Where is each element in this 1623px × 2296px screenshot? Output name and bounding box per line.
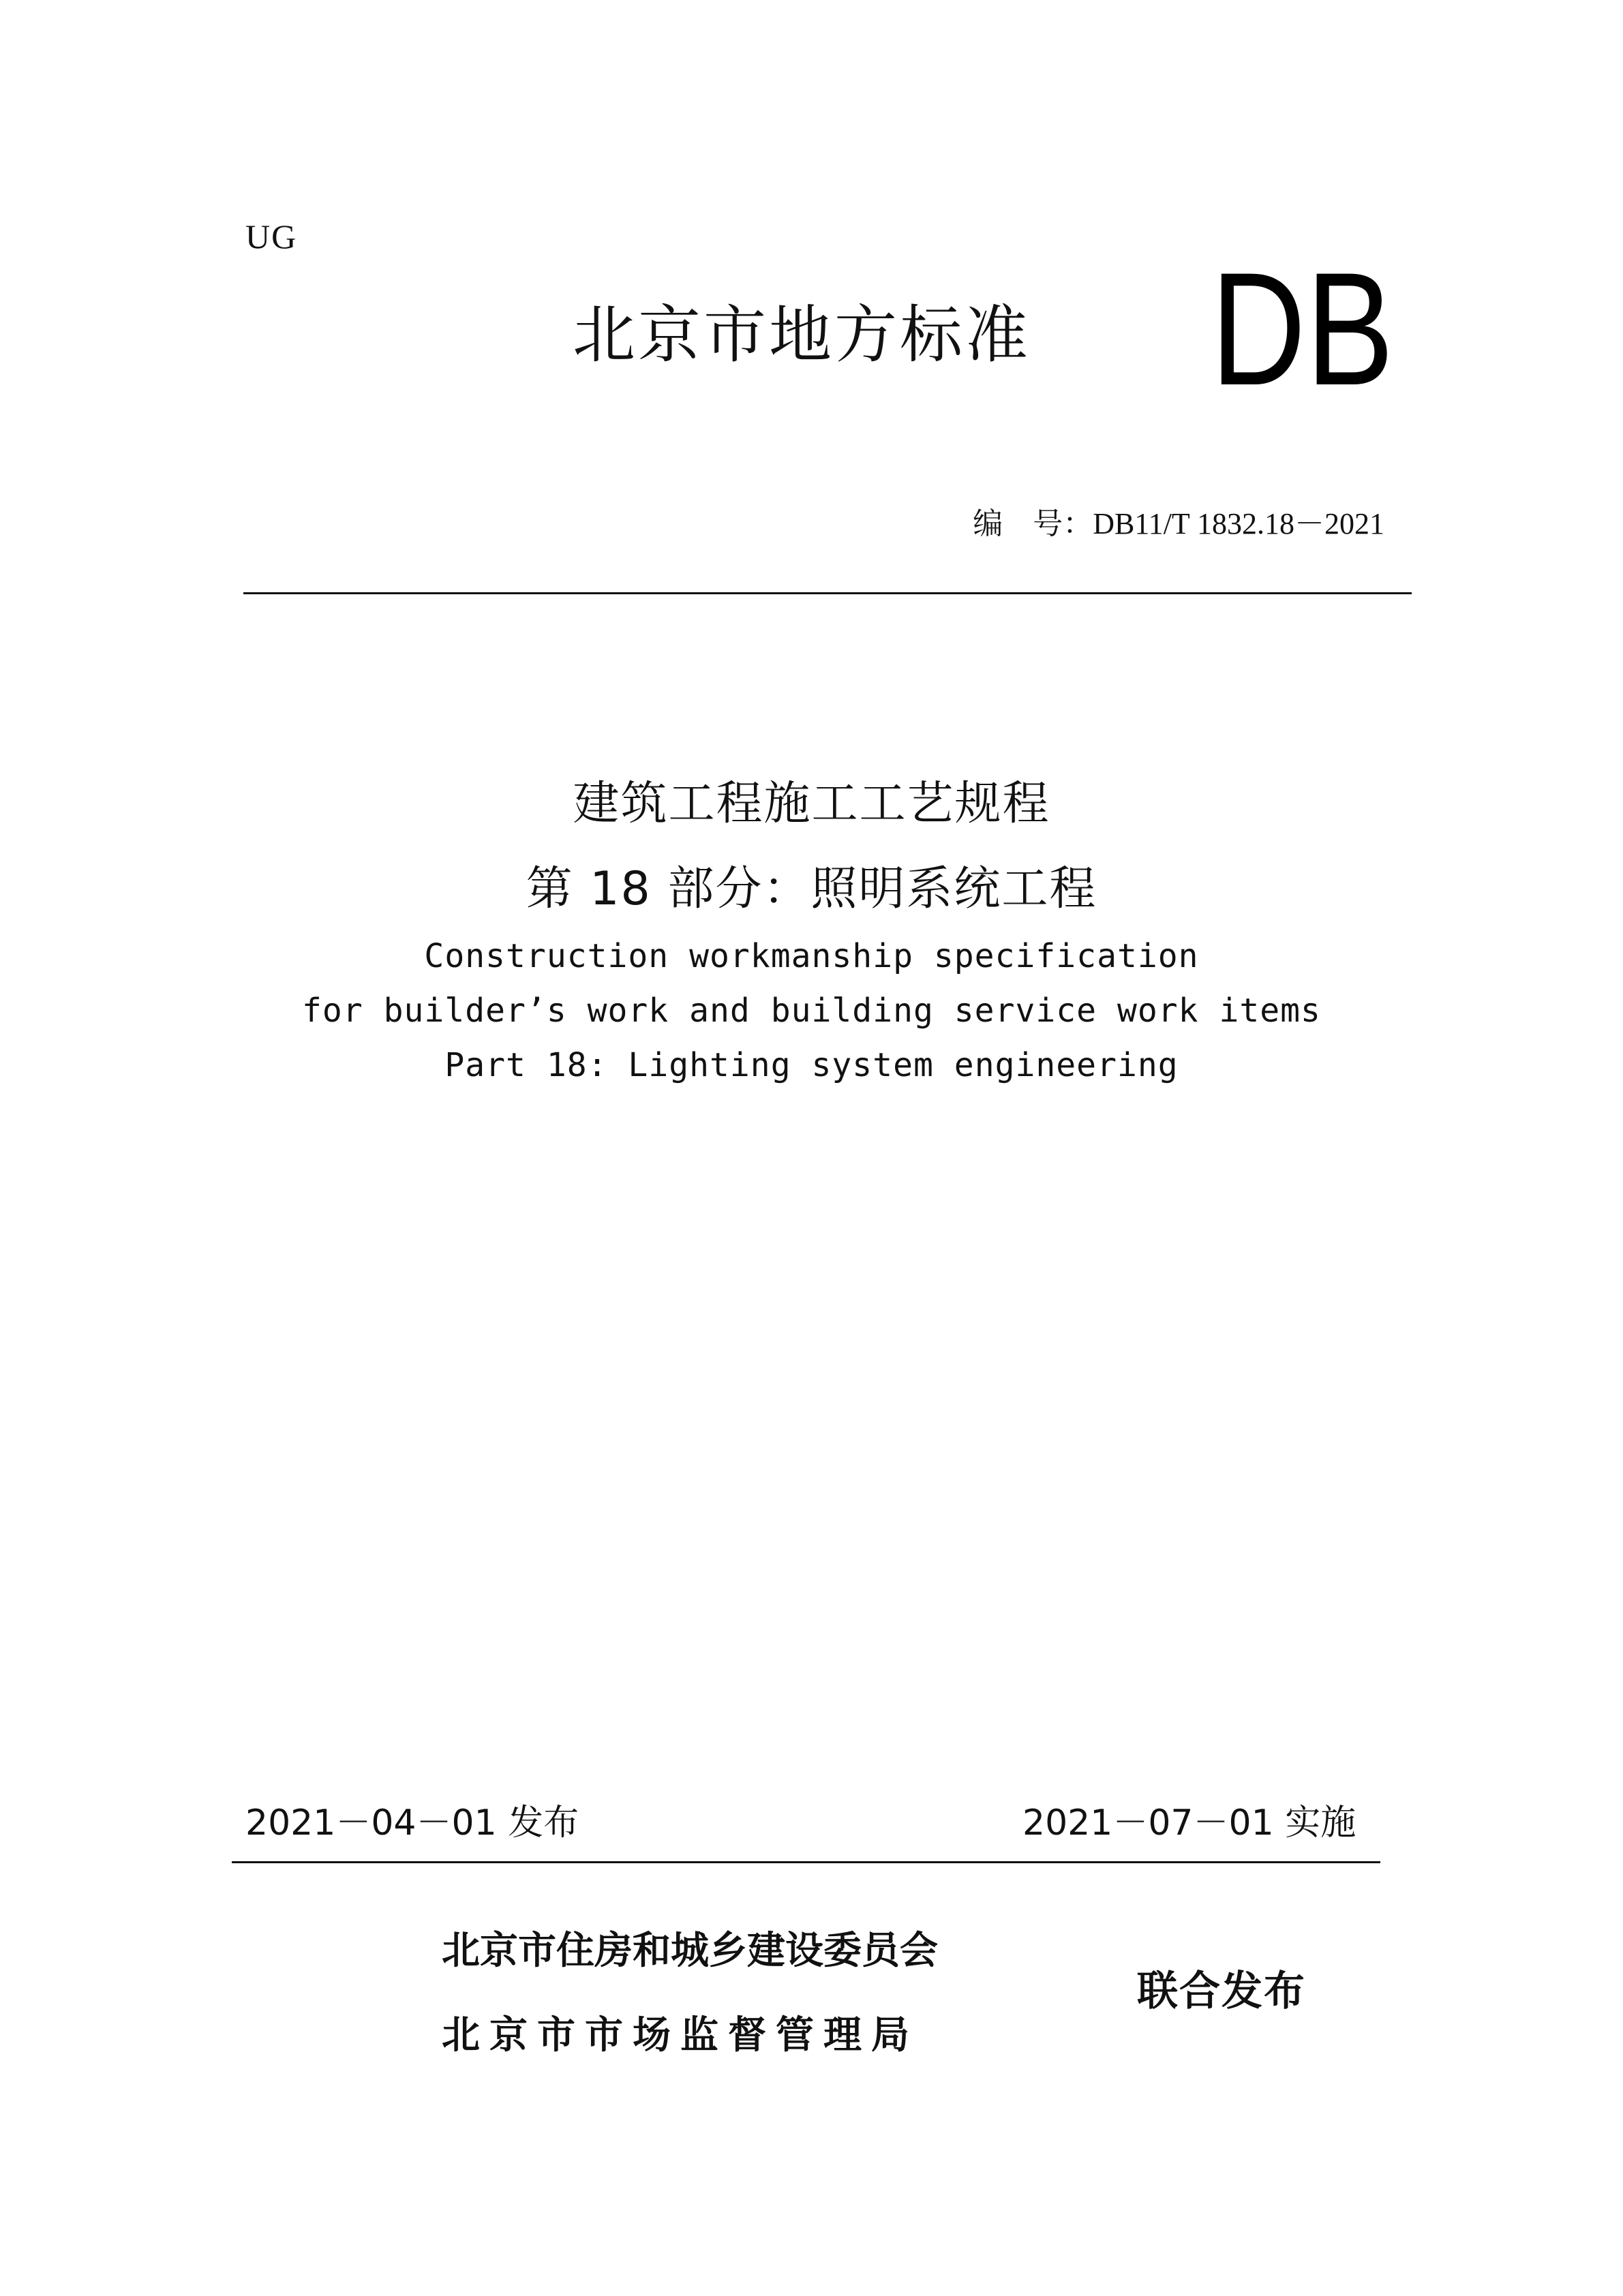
title-en-line3: Part 18: Lighting system engineering [444, 1046, 1179, 1084]
title-cn-line2: 第 18 部分：照明系统工程 [526, 862, 1097, 916]
issuer-market-supervision: 北京市市场监督管理局 [442, 2013, 919, 2057]
issuer-housing-commission: 北京市住房和城乡建设委员会 [442, 1929, 938, 1973]
ics-code: UG [245, 217, 298, 256]
issue-date: 2021－04－01 发布 [245, 1803, 579, 1843]
db-logo: DB [1211, 239, 1394, 419]
top-divider [243, 592, 1412, 594]
standard-type-heading: 北京市地方标准 [573, 299, 1031, 371]
title-en-line2: for builder’s work and building service work items [302, 992, 1321, 1030]
implementation-date: 2021－07－01 实施 [1022, 1803, 1356, 1843]
bottom-divider [232, 1861, 1380, 1863]
title-cn-line1: 建筑工程施工工艺规程 [573, 777, 1050, 831]
title-en-line1: Construction workmanship specification [424, 937, 1199, 975]
joint-release-label: 联合发布 [1137, 1968, 1306, 2015]
standard-number: 编 号：DB11/T 1832.18－2021 [973, 507, 1384, 540]
